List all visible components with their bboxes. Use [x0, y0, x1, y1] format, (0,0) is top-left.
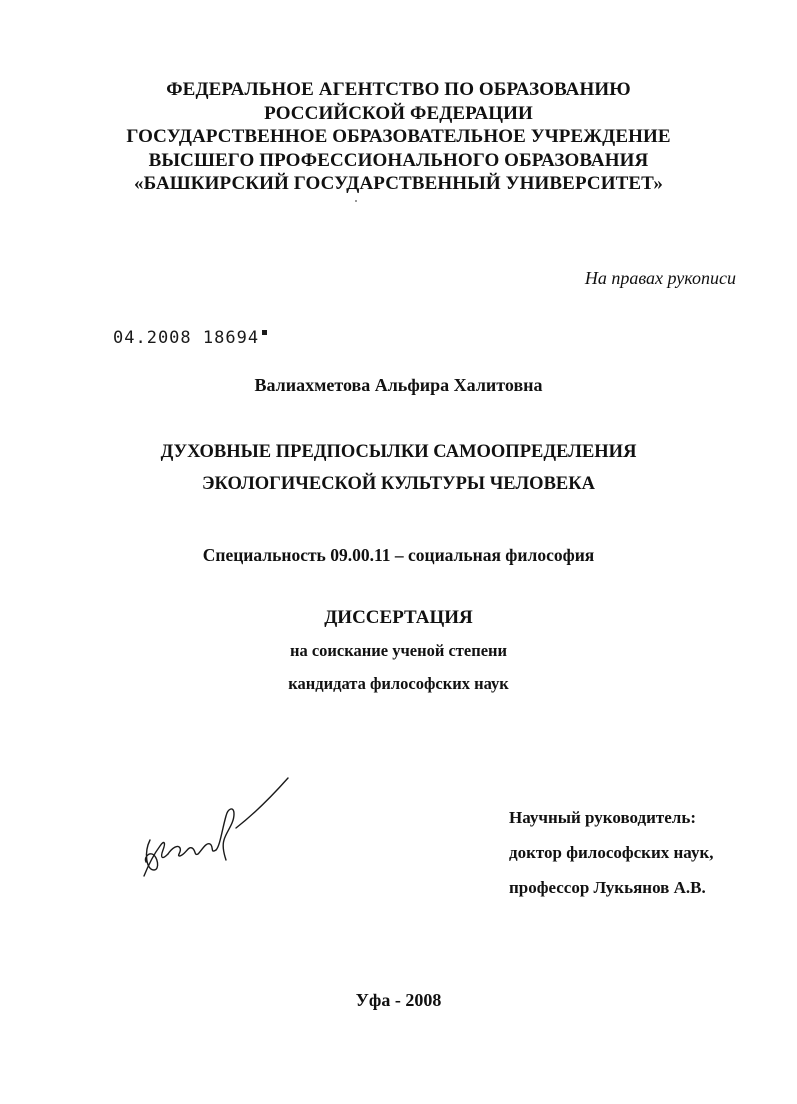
handwritten-signature: [136, 770, 296, 885]
document-type: ДИССЕРТАЦИЯ: [324, 607, 473, 628]
city-year: Уфа - 2008: [355, 990, 442, 1010]
registration-stamp: [113, 328, 267, 348]
institution-header: [0, 78, 797, 196]
title-line: ЭКОЛОГИЧЕСКОЙ КУЛЬТУРЫ ЧЕЛОВЕКА: [201, 474, 596, 494]
header-line: ГОСУДАРСТВЕННОЕ ОБРАЗОВАТЕЛЬНОЕ УЧРЕЖДЕНИЕ: [126, 126, 671, 147]
supervisor-label: Научный руководитель:: [509, 808, 696, 827]
author-name: Валиахметова Альфира Халитовна: [254, 375, 543, 395]
dissertation-title: [0, 436, 797, 500]
title-line: ДУХОВНЫЕ ПРЕДПОСЫЛКИ САМООПРЕДЕЛЕНИЯ: [160, 442, 637, 462]
registration-number: 04.2008 18694: [113, 328, 260, 348]
header-line: ФЕДЕРАЛЬНОЕ АГЕНТСТВО ПО ОБРАЗОВАНИЮ: [166, 79, 631, 100]
header-line: ВЫСШЕГО ПРОФЕССИОНАЛЬНОГО ОБРАЗОВАНИЯ: [148, 149, 649, 171]
degree-line: на соискание ученой степени: [289, 641, 508, 660]
stamp-mark: [262, 330, 267, 335]
scan-speck: [355, 200, 357, 202]
manuscript-note: На правах рукописи: [584, 268, 736, 288]
specialty: Специальность 09.00.11 – социальная философия: [202, 545, 595, 565]
header-line: «БАШКИРСКИЙ ГОСУДАРСТВЕННЫЙ УНИВЕРСИТЕТ»: [133, 173, 664, 194]
supervisor-name: профессор Лукьянов А.В.: [509, 878, 706, 897]
supervisor-degree: доктор философских наук,: [509, 843, 714, 862]
header-line: РОССИЙСКОЙ ФЕДЕРАЦИИ: [264, 102, 533, 124]
degree-line: кандидата философских наук: [288, 674, 509, 693]
supervisor-block: [509, 800, 769, 905]
